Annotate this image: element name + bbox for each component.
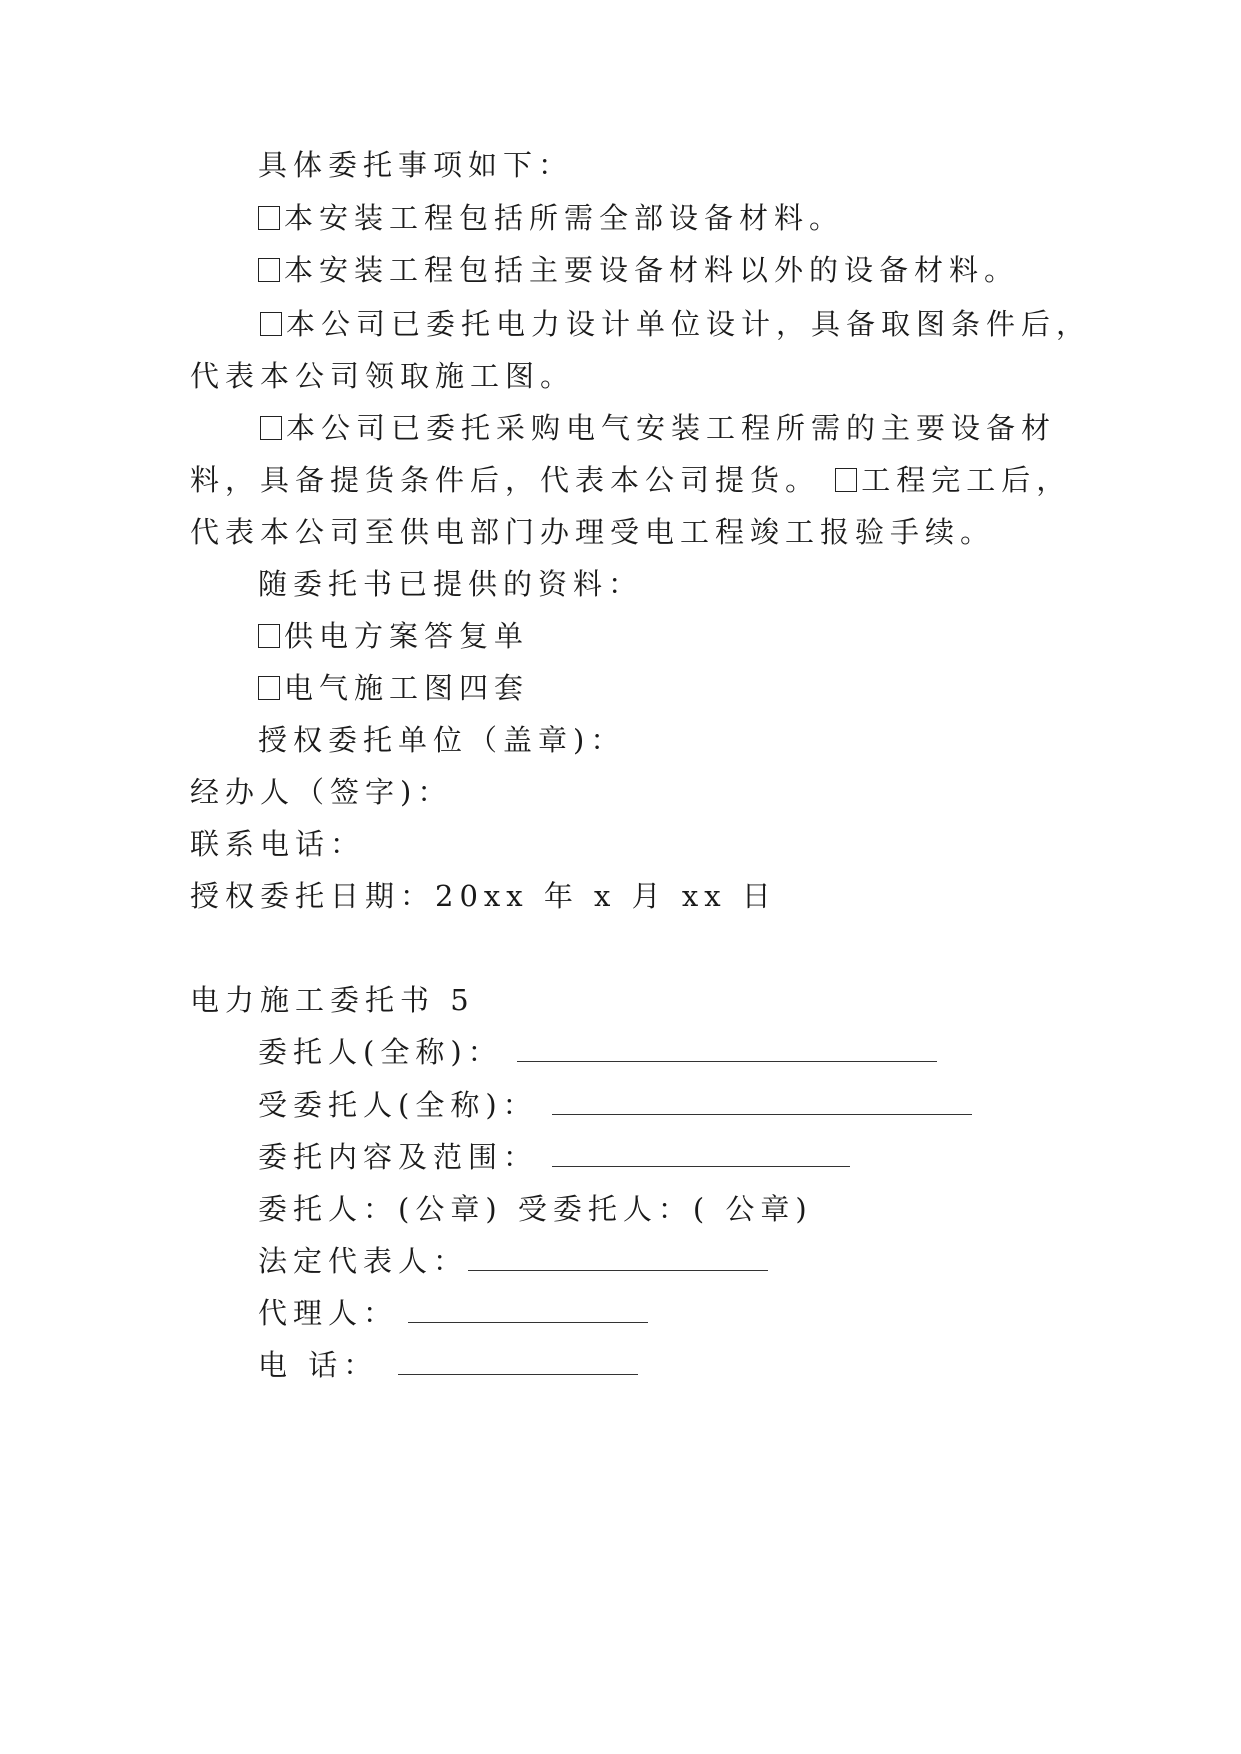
materials-intro: 随委托书已提供的资料： [258, 567, 644, 601]
checkbox-icon[interactable] [258, 624, 280, 648]
seals-line: 委托人：(公章) 受委托人：( 公章) [258, 1192, 813, 1226]
checkbox-item: 本公司已委托采购电气安装工程所需的主要设备材 [260, 411, 1056, 445]
intro-text: 具体委托事项如下： [258, 148, 574, 182]
checkbox-item: 本公司已委托电力设计单位设计，具备取图条件后， [260, 307, 1091, 341]
legal-rep-field[interactable] [468, 1244, 768, 1271]
checkbox-icon[interactable] [258, 676, 280, 700]
checkbox-icon[interactable] [835, 468, 857, 492]
checkbox-item: 供电方案答复单 [258, 619, 529, 653]
scope-field[interactable] [552, 1140, 850, 1167]
paragraph-continuation: 代表本公司领取施工图。 [190, 359, 576, 393]
phone-label: 联系电话： [190, 827, 366, 861]
authorizer-label: 授权委托单位（盖章)： [258, 723, 626, 757]
agent-row: 受委托人(全称)： [258, 1088, 972, 1122]
section-title: 电力施工委托书 5 [190, 983, 475, 1017]
legal-rep-row: 法定代表人： [258, 1244, 768, 1278]
handler-label: 经办人（签字)： [190, 775, 453, 809]
principal-field[interactable] [517, 1035, 937, 1062]
agent-field[interactable] [552, 1088, 972, 1115]
checkbox-icon[interactable] [260, 416, 282, 440]
date-label: 授权委托日期：20xx 年 x 月 xx 日 [190, 879, 777, 913]
proxy-field[interactable] [408, 1296, 648, 1323]
tel-row: 电 话： [258, 1348, 638, 1382]
paragraph-continuation: 料，具备提货条件后，代表本公司提货。 工程完工后， [190, 463, 1072, 497]
checkbox-item: 本安装工程包括所需全部设备材料。 [258, 201, 844, 235]
checkbox-icon[interactable] [260, 312, 282, 336]
checkbox-icon[interactable] [258, 206, 280, 230]
paragraph-continuation: 代表本公司至供电部门办理受电工程竣工报验手续。 [190, 515, 996, 549]
checkbox-icon[interactable] [258, 258, 280, 282]
scope-row: 委托内容及范围： [258, 1140, 850, 1174]
checkbox-item: 本安装工程包括主要设备材料以外的设备材料。 [258, 253, 1019, 287]
tel-field[interactable] [398, 1348, 638, 1375]
proxy-row: 代理人： [258, 1296, 648, 1330]
checkbox-item: 电气施工图四套 [258, 671, 529, 705]
principal-row: 委托人(全称)： [258, 1035, 937, 1069]
